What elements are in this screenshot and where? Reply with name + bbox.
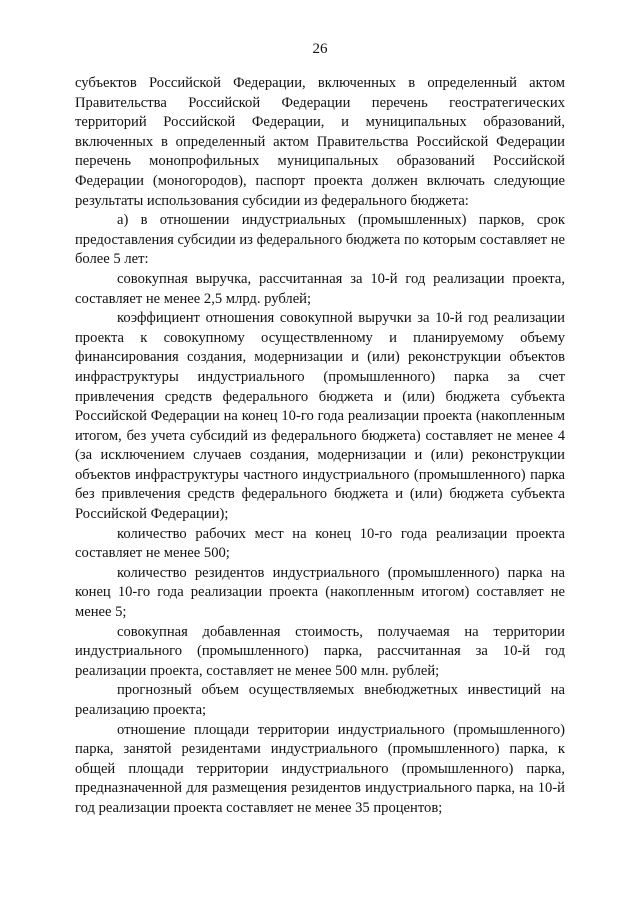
paragraph-residents: количество резидентов индустриального (промышленного) парка на конец 10-го года реализации проекта (накопленным итогом) составляет не менее 5; xyxy=(75,564,565,621)
paragraph-subitem-a: а) в отношении индустриальных (промышленных) парков, срок предоставления субсидии из федерального бюджета по которым составляет не более 5 лет: xyxy=(75,212,565,268)
paragraph-revenue-ratio: коэффициент отношения совокупной выручки за 10-й год реализации проекта к совокупному осуществленному и планируемому объему финансирования создания, модернизации и (или) реконструкции объектов инфраструктуры индустриального (промышленного) парка за счет привлечения средств федерального бюджета и (или) бюджета субъекта Российской Федерации на конец 10-го года реализации проекта (накопленным итогом, без учета субсидий из федерального бюджета) составляет не менее 4 (за исключением случаев создания, модернизации и (или) реконструкции объектов инфраструктуры частного индустриального (промышленного) парка без привлечения средств федерального бюджета и (или) бюджета субъекта Российской Федерации); xyxy=(75,310,565,523)
paragraph-jobs: количество рабочих мест на конец 10-го года реализации проекта составляет не менее 500; xyxy=(75,525,565,562)
paragraph-area-ratio: отношение площади территории индустриального (промышленного) парка, занятой резидентами индустриального (промышленного) парка, к общей площади территории индустриального (промышленного) парка, предназначенной для размещения резидентов индустриального парка, на 10-й год реализации проекта составляет не менее 35 процентов; xyxy=(75,721,565,816)
document-body xyxy=(75,74,565,819)
page-number: 26 xyxy=(312,41,328,57)
paragraph-total-revenue: совокупная выручка, рассчитанная за 10-й год реализации проекта, составляет не менее 2,5 млрд. рублей; xyxy=(75,270,565,307)
paragraph-investments: прогнозный объем осуществляемых внебюджетных инвестиций на реализацию проекта; xyxy=(75,682,565,718)
paragraph-intro: субъектов Российской Федерации, включенных в определенный актом Правительства Российской Федерации перечень геостратегических территорий Российской Федерации, и муниципальных образований, включенных в определенный актом Правительства Российской Федерации перечень монопрофильных муниципальных образований Российской Федерации (моногородов), паспорт проекта должен включать следующие результаты использования субсидии из федерального бюджета: xyxy=(75,75,565,209)
paragraph-value-added: совокупная добавленная стоимость, получаемая на территории индустриального (промышленного) парка, рассчитанная за 10-й год реализации проекта, составляет не менее 500 млн. рублей; xyxy=(75,623,565,679)
